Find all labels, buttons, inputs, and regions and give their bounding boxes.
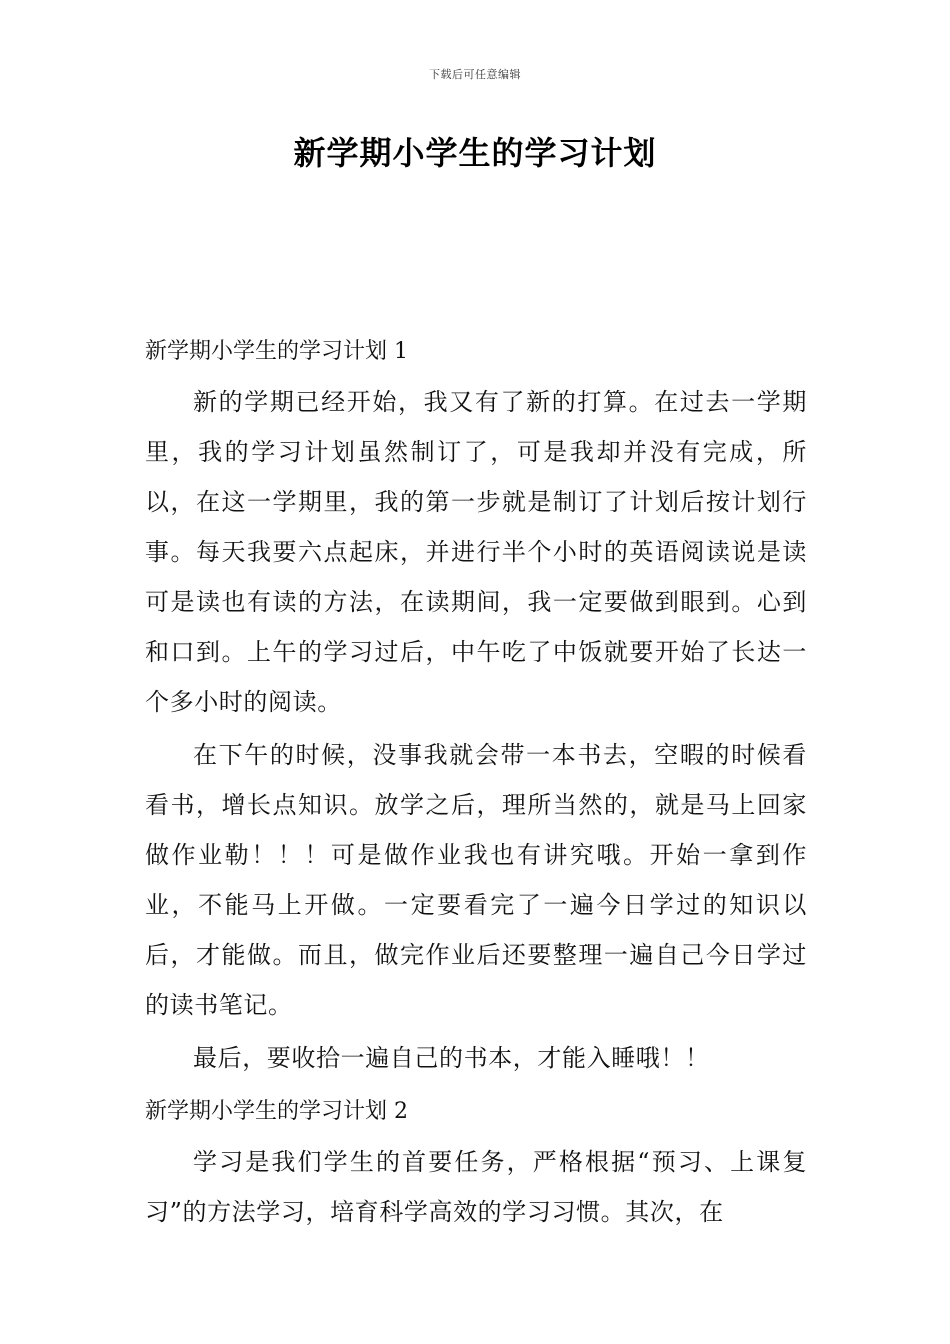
- paragraph: 新的学期已经开始，我又有了新的打算。在过去一学期里，我的学习计划虽然制订了，可是我却并没有完成，所以，在这一学期里，我的第一步就是制订了计划后按计划行事。每天我要六点起床，并进行半个小时的英语阅读说是读可是读也有读的方法，在读期间，我一定要做到眼到。心到和口到。上午的学习过后，中午吃了中饭就要开始了长达一个多小时的阅读。: [145, 388, 807, 716]
- section-2: [145, 1086, 807, 1237]
- paragraph: 在下午的时候，没事我就会带一本书去，空暇的时候看看书，增长点知识。放学之后，理所当然的，就是马上回家做作业勒！！！可是做作业我也有讲究哦。开始一拿到作业，不能马上开做。一定要看完了一遍今日学过的知识以后，才能做。而且，做完作业后还要整理一遍自己今日学过的读书笔记。: [145, 741, 807, 1019]
- section-heading: 新学期小学生的学习计划 2: [145, 1099, 408, 1124]
- paragraph: 最后，要收拾一遍自己的书本，才能入睡哦！！: [193, 1044, 710, 1072]
- section-heading: 新学期小学生的学习计划 1: [145, 339, 408, 364]
- document-title: 新学期小学生的学习计划: [293, 134, 657, 172]
- header-note: 下载后可任意编辑: [429, 68, 521, 81]
- section-1: [145, 326, 807, 1083]
- paragraph: 学习是我们学生的首要任务，严格根据“预习、上课复习”的方法学习，培育科学高效的学习习惯。其次，在: [145, 1148, 807, 1226]
- document-body: [145, 326, 807, 1240]
